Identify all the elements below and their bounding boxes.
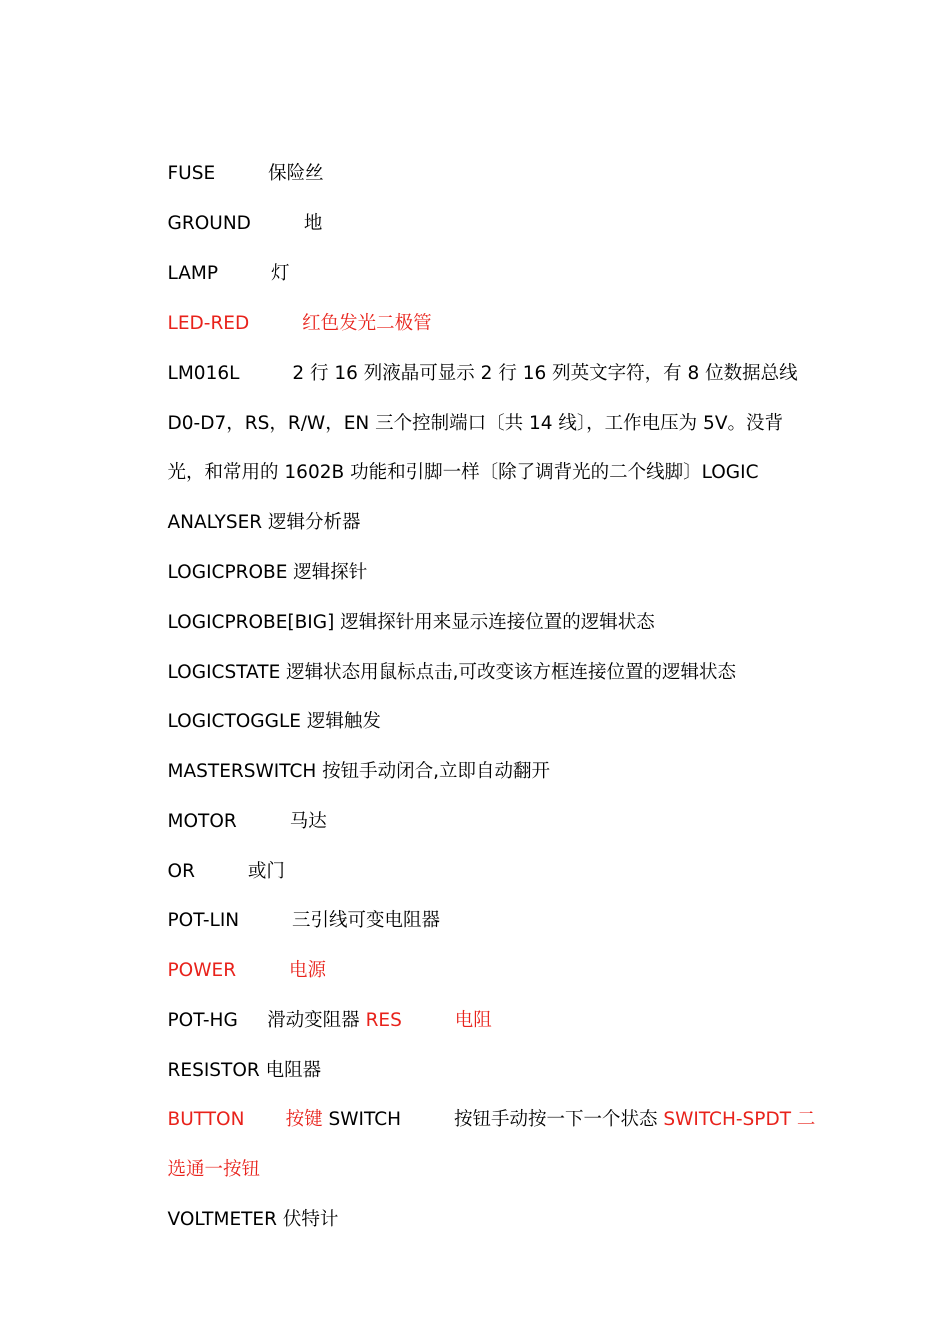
text-run: D0-D7，RS，R/W，EN 三个控制端口〔共 14 线〕，工作电压为 5V。没背 (167, 413, 783, 434)
text-run: LOGICTOGGLE 逻辑触发 (167, 711, 381, 732)
text-run: 光，和常用的 1602B 功能和引脚一样〔除了调背光的二个线脚〕LOGIC (167, 462, 759, 483)
text-run: LED-RED 红色发光二极管 (167, 313, 432, 334)
text-run: BUTTON 按键 (167, 1109, 323, 1130)
text-run: LOGICSTATE 逻辑状态用鼠标点击,可改变该方框连接位置的逻辑状态 (167, 662, 737, 683)
text-line-voltmeter (144, 1184, 338, 1256)
text-run: FUSE 保险丝 (167, 163, 324, 184)
text-run: MASTERSWITCH 按钮手动闭合,立即自动翻开 (167, 761, 551, 782)
text-run: RESISTOR 电阻器 (167, 1060, 322, 1081)
text-run: LOGICPROBE[BIG] 逻辑探针用来显示连接位置的逻辑状态 (167, 612, 655, 633)
text-run: SWITCH-SPDT 二 (663, 1109, 816, 1130)
text-run: 选通一按钮 (167, 1159, 261, 1180)
text-run: POT-HG 滑动变阻器 (167, 1010, 366, 1031)
text-run: MOTOR 马达 (167, 811, 327, 832)
text-run: SWITCH 按钮手动按一下一个状态 (322, 1109, 664, 1130)
text-run: LOGICPROBE 逻辑探针 (167, 562, 368, 583)
text-run: LAMP 灯 (167, 263, 290, 284)
text-run: ANALYSER 逻辑分析器 (167, 512, 361, 533)
text-run: POWER 电源 (167, 960, 327, 981)
text-run: RES 电阻 (365, 1010, 492, 1031)
text-run: GROUND 地 (167, 213, 323, 234)
text-run: POT-LIN 三引线可变电阻器 (167, 910, 441, 931)
text-run: VOLTMETER 伏特计 (167, 1209, 339, 1230)
text-run: LM016L 2 行 16 列液晶可显示 2 行 16 列英文字符，有 8 位数据总线 (167, 363, 798, 384)
text-run: OR 或门 (167, 861, 285, 882)
